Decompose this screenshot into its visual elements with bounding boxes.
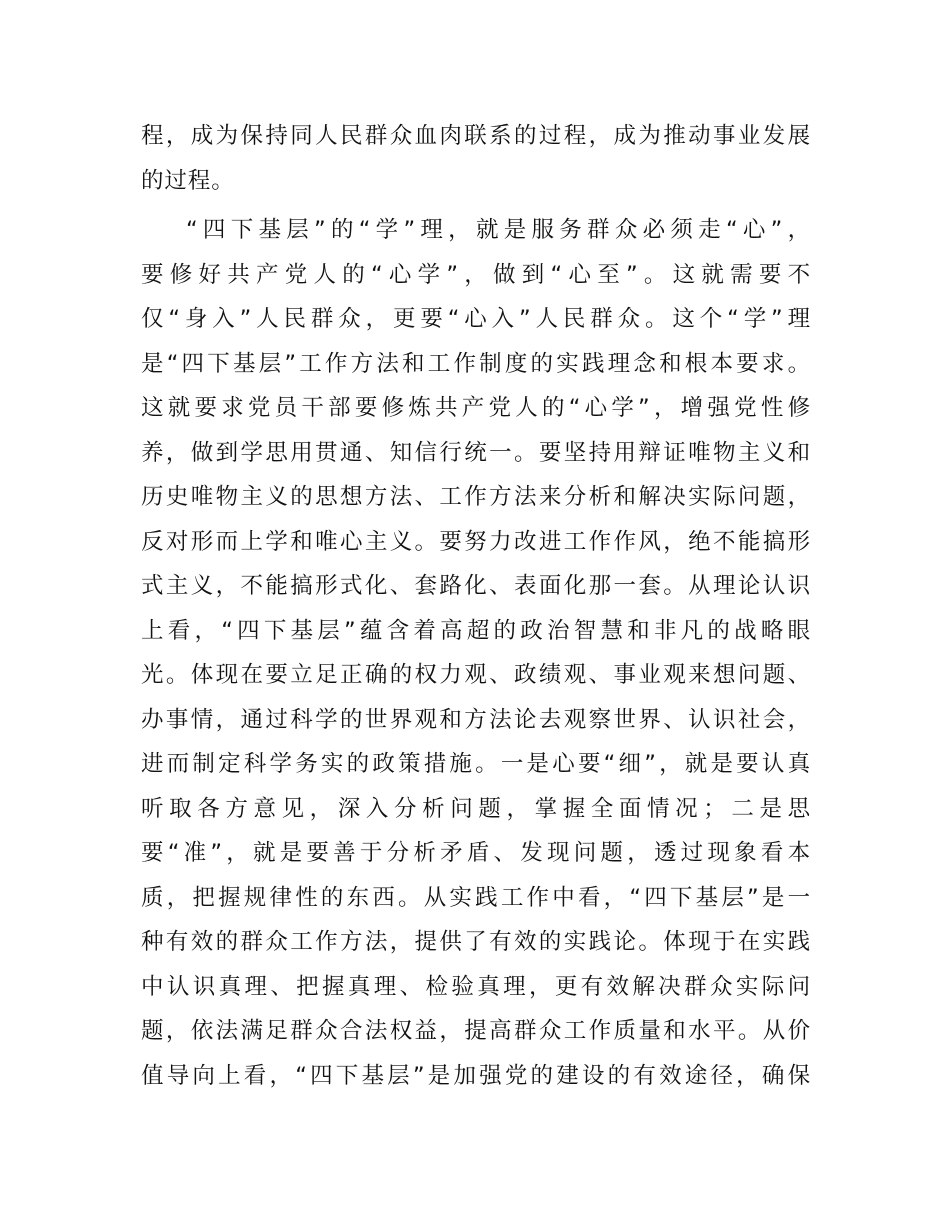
text-line: 值导向上看，“四下基层”是加强党的建设的有效途径，确保 [141,1062,811,1089]
text-line-indented: “四下基层”的“学”理，就是服务群众必须走“心”， [186,217,811,243]
text-line: 种有效的群众工作方法，提供了有效的实践论。体现于在实践 [141,929,811,955]
text-line: 进而制定科学务实的政策措施。一是心要“细”，就是要认真 [141,751,811,777]
text-line: 这就要求党员干部要修炼共产党人的“心学”，增强党性修 [141,395,811,421]
text-line: 上看，“四下基层”蕴含着高超的政治智慧和非凡的战略眼 [141,617,811,644]
text-line: 历史唯物主义的思想方法、工作方法来分析和解决实际问题， [141,484,811,510]
text-line: 式主义，不能搞形式化、套路化、表面化那一套。从理论认识 [141,573,811,599]
text-line: 题，依法满足群众合法权益，提高群众工作质量和水平。从价 [141,1018,811,1044]
text-line: 是“四下基层”工作方法和工作制度的实践理念和根本要求。 [141,350,811,377]
text-line: 的过程。 [141,167,235,194]
text-line: 仅“身入”人民群众，更要“心入”人民群众。这个“学”理 [141,306,811,332]
text-line: 程，成为保持同人民群众血肉联系的过程，成为推动事业发展 [141,123,811,149]
text-line: 要修好共产党人的“心学”，做到“心至”。这就需要不 [141,261,811,288]
text-line: 听取各方意见，深入分析问题，掌握全面情况；二是思 [141,795,811,822]
paragraph-1 [141,114,811,203]
text-line: 要“准”，就是要善于分析矛盾、发现问题，透过现象看本 [141,840,811,866]
text-line: 光。体现在要立足正确的权力观、政绩观、事业观来想问题、 [141,662,811,688]
text-line: 质，把握规律性的东西。从实践工作中看，“四下基层”是一 [141,884,811,911]
paragraph-2 [141,208,811,1098]
text-line: 中认识真理、把握真理、检验真理，更有效解决群众实际问 [141,973,811,1000]
text-line: 反对形而上学和唯心主义。要努力改进工作作风，绝不能搞形 [141,528,811,555]
text-line: 养，做到学思用贯通、知信行统一。要坚持用辩证唯物主义和 [141,439,811,466]
text-line: 办事情，通过科学的世界观和方法论去观察世界、认识社会， [141,706,811,733]
